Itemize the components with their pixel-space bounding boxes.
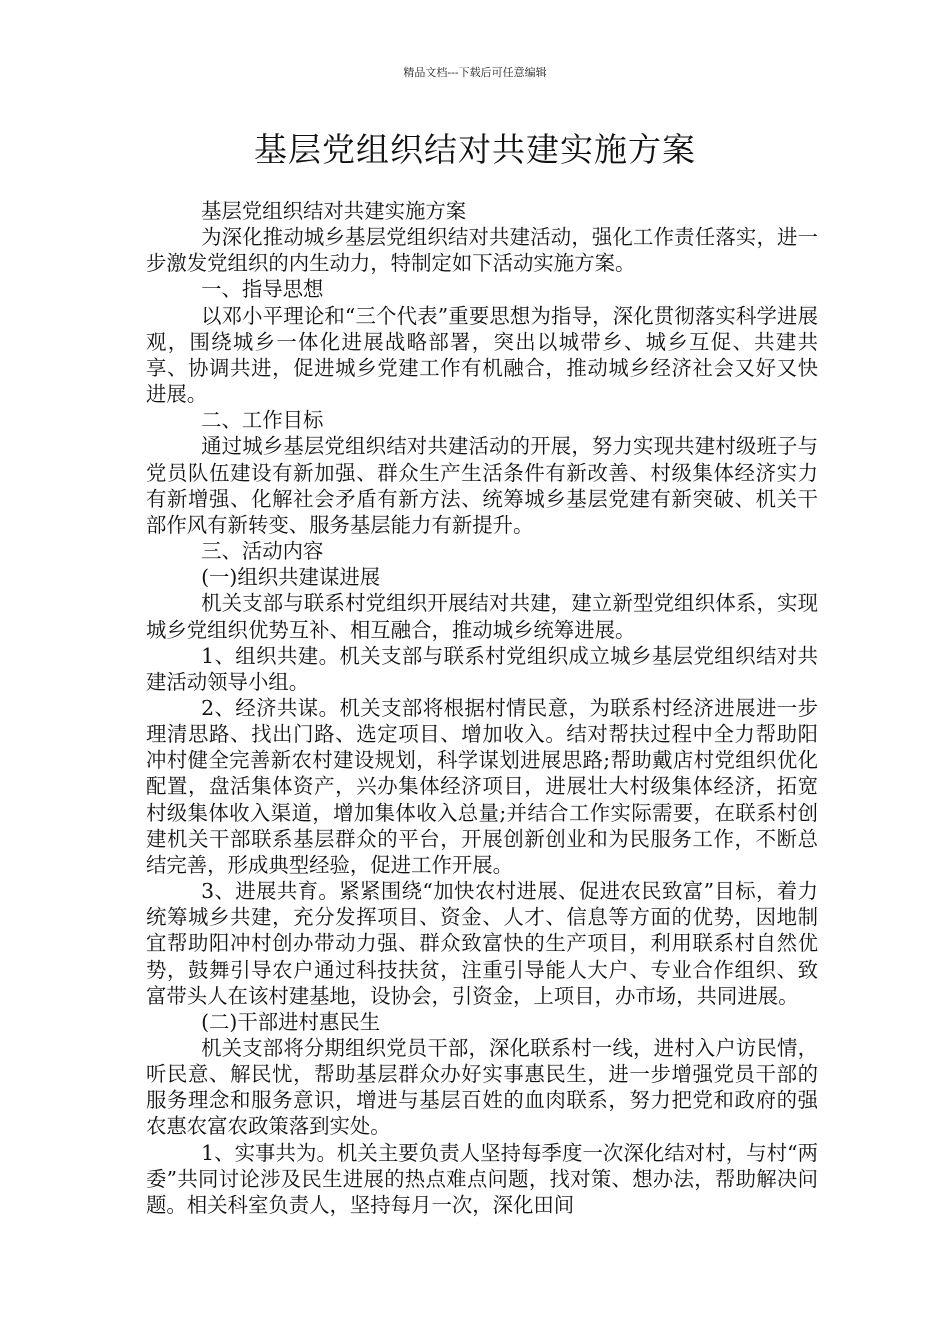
header-note: 精品文档---下载后可任意编辑 bbox=[403, 66, 547, 79]
paragraph: 机关支部将分期组织党员干部，深化联系村一线，进村入户访民情，听民意、解民忧，帮助基层群众办好实事惠民生，进一步增强党员干部的服务理念和服务意识，增进与基层百姓的血肉联系，努力把党和政府的强农惠农富农政策落到实处。 bbox=[146, 1036, 818, 1139]
subsection-heading: (二)干部进村惠民生 bbox=[201, 1009, 381, 1034]
paragraph: 基层党组织结对共建实施方案 bbox=[201, 199, 467, 223]
document-title: 基层党组织结对共建实施方案 bbox=[254, 130, 696, 169]
subsection-heading: (一)组织共建谋进展 bbox=[201, 565, 381, 590]
paragraph: 1、实事共为。机关主要负责人坚持每季度一次深化结对村，与村“两委”共同讨论涉及民生进展的热点难点问题，找对策、想办法，帮助解决问题。相关科室负责人，坚持每月一次，深化田间 bbox=[146, 1140, 818, 1217]
document-body bbox=[146, 198, 818, 1218]
paragraph: 通过城乡基层党组织结对共建活动的开展，努力实现共建村级班子与党员队伍建设有新加强、群众生产生活条件有新改善、村级集体经济实力有新增强、化解社会矛盾有新方法、统筹城乡基层党建有新突破、机关干部作风有新转变、服务基层能力有新提升。 bbox=[146, 434, 818, 537]
paragraph: 2、经济共谋。机关支部将根据村情民意，为联系村经济进展进一步理清思路、找出门路、选定项目、增加收入。结对帮扶过程中全力帮助阳冲村健全完善新农村建设规划，科学谋划进展思路;帮助戴店村党组织优化配置，盘活集体资产，兴办集体经济项目，进展壮大村级集体经济，拓宽村级集体收入渠道，增加集体收入总量;并结合工作实际需要，在联系村创建机关干部联系基层群众的平台，开展创新创业和为民服务工作，不断总结完善，形成典型经验，促进工作开展。 bbox=[146, 695, 818, 877]
paragraph: 为深化推动城乡基层党组织结对共建活动，强化工作责任落实，进一步激发党组织的内生动力，特制定如下活动实施方案。 bbox=[146, 225, 818, 276]
paragraph: 以邓小平理论和“三个代表”重要思想为指导，深化贯彻落实科学进展观，围绕城乡一体化进展战略部署，突出以城带乡、城乡互促、共建共享、协调共进，促进城乡党建工作有机融合，推动城乡经济社会又好又快进展。 bbox=[146, 303, 818, 407]
section-heading: 二、工作目标 bbox=[201, 408, 324, 433]
paragraph: 3、进展共育。紧紧围绕“加快农村进展、促进农民致富”目标，着力统筹城乡共建，充分发挥项目、资金、人才、信息等方面的优势，因地制宜帮助阳冲村创办带动力强、群众致富快的生产项目，利用联系村自然优势，鼓舞引导农户通过科技扶贫，注重引导能人大户、专业合作组织、致富带头人在该村建基地，设协会，引资金，上项目，办市场，共同进展。 bbox=[146, 879, 818, 1008]
section-heading: 三、活动内容 bbox=[201, 539, 324, 564]
paragraph: 机关支部与联系村党组织开展结对共建，建立新型党组织体系，实现城乡党组织优势互补、相互融合，推动城乡统筹进展。 bbox=[146, 591, 818, 642]
section-heading: 一、指导思想 bbox=[201, 277, 324, 302]
paragraph: 1、组织共建。机关支部与联系村党组织成立城乡基层党组织结对共建活动领导小组。 bbox=[146, 643, 818, 694]
